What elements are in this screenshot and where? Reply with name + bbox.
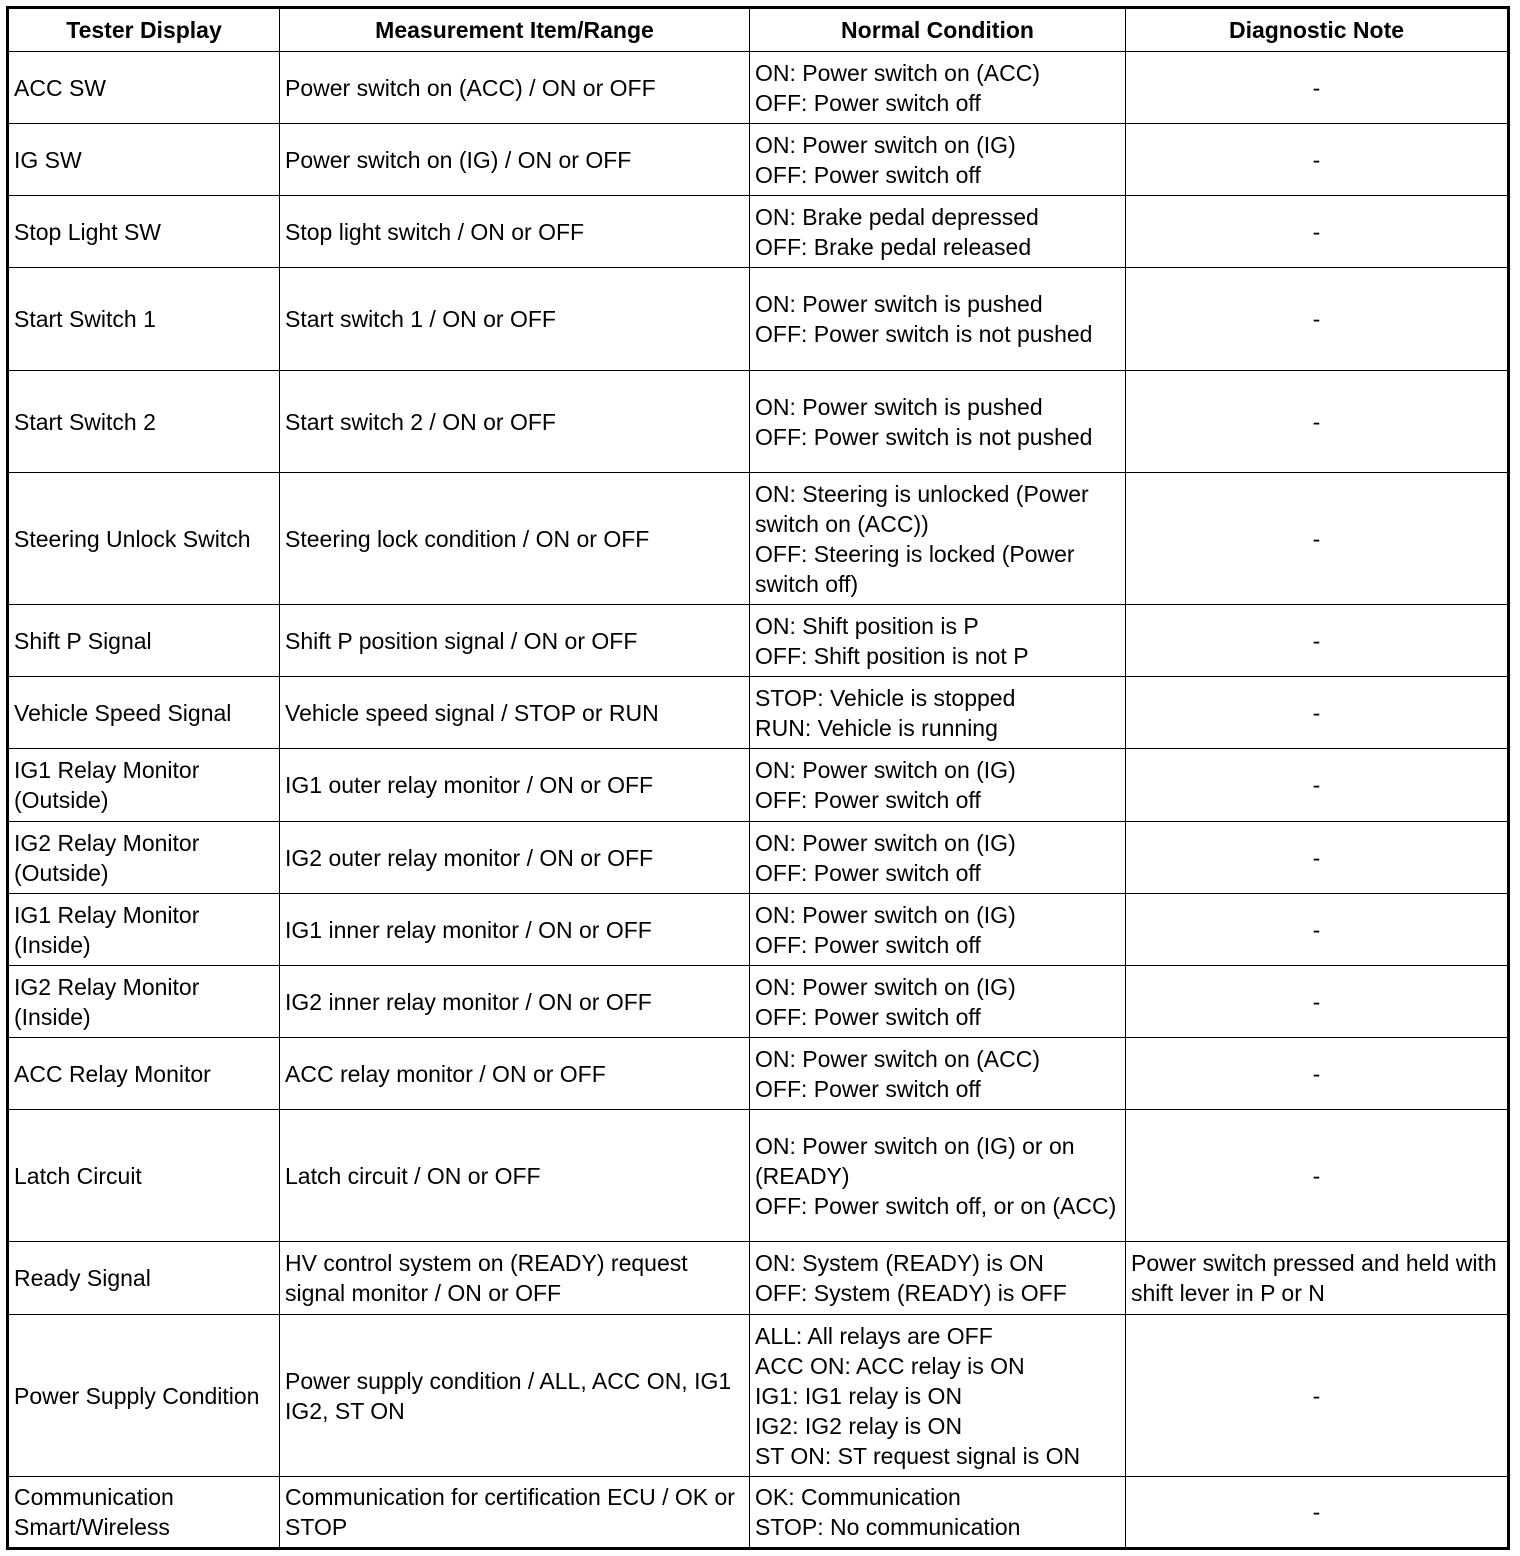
normal-condition-line: OFF: Power switch off — [755, 931, 981, 958]
table-header-row — [8, 8, 1509, 52]
cell-diagnostic-note: - — [1126, 473, 1509, 605]
cell-normal-condition — [750, 677, 1126, 749]
cell-diagnostic-note: - — [1126, 749, 1509, 822]
cell-tester-display: IG2 Relay Monitor (Outside) — [8, 822, 280, 894]
normal-condition-line: STOP: No communication — [755, 1514, 1021, 1540]
table-row — [8, 966, 1509, 1038]
normal-condition-line: ON: Power switch on (IG) — [755, 901, 1016, 928]
normal-condition-line: ALL: All relays are OFF — [755, 1322, 993, 1349]
normal-condition-line: ON: Brake pedal depressed — [755, 203, 1039, 230]
normal-condition-line: ON: Shift position is P — [755, 612, 979, 639]
cell-measurement-item: IG1 inner relay monitor / ON or OFF — [280, 894, 750, 966]
table-row — [8, 1242, 1509, 1315]
normal-condition-line: OFF: Power switch off — [755, 89, 981, 116]
cell-diagnostic-note: - — [1126, 894, 1509, 966]
table-row — [8, 196, 1509, 268]
normal-condition-line: OFF: Power switch off — [755, 859, 981, 886]
normal-condition-line: OFF: Steering is locked (Power switch off) — [755, 540, 1081, 597]
cell-normal-condition — [750, 52, 1126, 124]
normal-condition-line: ACC ON: ACC relay is ON — [755, 1352, 1025, 1379]
cell-measurement-item: Stop light switch / ON or OFF — [280, 196, 750, 268]
table-row — [8, 124, 1509, 196]
header-normal-condition: Normal Condition — [750, 8, 1126, 52]
cell-diagnostic-note: - — [1126, 52, 1509, 124]
normal-condition-line: OK: Communication — [755, 1484, 961, 1510]
table-row — [8, 1110, 1509, 1242]
cell-normal-condition — [750, 1242, 1126, 1315]
cell-tester-display: ACC SW — [8, 52, 280, 124]
cell-measurement-item: Latch circuit / ON or OFF — [280, 1110, 750, 1242]
table-row — [8, 1038, 1509, 1110]
header-measurement-item: Measurement Item/Range — [280, 8, 750, 52]
cell-measurement-item: Power supply condition / ALL, ACC ON, IG1 IG2, ST ON — [280, 1315, 750, 1477]
normal-condition-line: RUN: Vehicle is running — [755, 714, 998, 741]
header-diagnostic-note: Diagnostic Note — [1126, 8, 1509, 52]
cell-normal-condition — [750, 1038, 1126, 1110]
cell-diagnostic-note: - — [1126, 124, 1509, 196]
cell-tester-display: IG1 Relay Monitor (Inside) — [8, 894, 280, 966]
table-row — [8, 52, 1509, 124]
table-row — [8, 677, 1509, 749]
cell-diagnostic-note: - — [1126, 196, 1509, 268]
cell-measurement-item: IG1 outer relay monitor / ON or OFF — [280, 749, 750, 822]
cell-measurement-item: Communication for certification ECU / OK or STOP — [280, 1477, 750, 1549]
cell-normal-condition — [750, 605, 1126, 677]
normal-condition-line: OFF: Power switch off — [755, 1003, 981, 1030]
cell-diagnostic-note: - — [1126, 605, 1509, 677]
normal-condition-line: OFF: Power switch off — [755, 1075, 981, 1102]
cell-tester-display: Start Switch 2 — [8, 371, 280, 473]
normal-condition-line: ON: Power switch on (ACC) — [755, 59, 1041, 86]
table-row — [8, 473, 1509, 605]
cell-normal-condition — [750, 749, 1126, 822]
table-row — [8, 894, 1509, 966]
table-body — [8, 52, 1509, 1549]
cell-tester-display: IG SW — [8, 124, 280, 196]
cell-normal-condition — [750, 124, 1126, 196]
header-tester-display: Tester Display — [8, 8, 280, 52]
table-row — [8, 1477, 1509, 1549]
normal-condition-line: ST ON: ST request signal is ON — [755, 1442, 1081, 1469]
cell-diagnostic-note: - — [1126, 371, 1509, 473]
table-row — [8, 268, 1509, 371]
normal-condition-line: OFF: System (READY) is OFF — [755, 1280, 1067, 1306]
normal-condition-line: OFF: Power switch off — [755, 161, 981, 188]
cell-normal-condition — [750, 268, 1126, 371]
cell-tester-display: ACC Relay Monitor — [8, 1038, 280, 1110]
cell-measurement-item: Steering lock condition / ON or OFF — [280, 473, 750, 605]
normal-condition-line: OFF: Shift position is not P — [755, 642, 1029, 669]
normal-condition-line: ON: Power switch on (IG) — [755, 973, 1016, 1000]
normal-condition-line: ON: System (READY) is ON — [755, 1250, 1044, 1276]
cell-measurement-item: Start switch 2 / ON or OFF — [280, 371, 750, 473]
table-row — [8, 822, 1509, 894]
normal-condition-line: ON: Power switch is pushed — [755, 291, 1043, 317]
cell-normal-condition — [750, 1315, 1126, 1477]
normal-condition-line: OFF: Power switch is not pushed — [755, 423, 1093, 450]
normal-condition-line: STOP: Vehicle is stopped — [755, 684, 1016, 711]
cell-diagnostic-note: - — [1126, 1315, 1509, 1477]
normal-condition-line: ON: Power switch on (ACC) — [755, 1045, 1041, 1072]
cell-measurement-item: Power switch on (IG) / ON or OFF — [280, 124, 750, 196]
cell-measurement-item: ACC relay monitor / ON or OFF — [280, 1038, 750, 1110]
cell-diagnostic-note: - — [1126, 1110, 1509, 1242]
table-row — [8, 371, 1509, 473]
normal-condition-line: IG2: IG2 relay is ON — [755, 1412, 963, 1439]
cell-normal-condition — [750, 196, 1126, 268]
cell-normal-condition — [750, 1110, 1126, 1242]
cell-tester-display: Start Switch 1 — [8, 268, 280, 371]
cell-normal-condition — [750, 894, 1126, 966]
normal-condition-line: OFF: Power switch off, or on (ACC) — [755, 1192, 1117, 1219]
cell-normal-condition — [750, 473, 1126, 605]
table-row — [8, 1315, 1509, 1477]
normal-condition-line: OFF: Brake pedal released — [755, 233, 1032, 260]
cell-tester-display: Latch Circuit — [8, 1110, 280, 1242]
diagnostic-data-table — [6, 6, 1510, 1550]
cell-tester-display: IG1 Relay Monitor (Outside) — [8, 749, 280, 822]
cell-diagnostic-note: - — [1126, 1038, 1509, 1110]
cell-diagnostic-note: - — [1126, 268, 1509, 371]
cell-tester-display: Ready Signal — [8, 1242, 280, 1315]
cell-diagnostic-note: - — [1126, 677, 1509, 749]
cell-normal-condition — [750, 966, 1126, 1038]
table-row — [8, 605, 1509, 677]
cell-tester-display: Shift P Signal — [8, 605, 280, 677]
cell-measurement-item: Start switch 1 / ON or OFF — [280, 268, 750, 371]
cell-measurement-item: IG2 outer relay monitor / ON or OFF — [280, 822, 750, 894]
cell-measurement-item: Power switch on (ACC) / ON or OFF — [280, 52, 750, 124]
cell-tester-display: Communication Smart/Wireless — [8, 1477, 280, 1549]
normal-condition-line: ON: Steering is unlocked (Power switch on (ACC)) — [755, 480, 1096, 537]
cell-tester-display: Stop Light SW — [8, 196, 280, 268]
normal-condition-line: ON: Power switch on (IG) or on (READY) — [755, 1132, 1081, 1189]
cell-diagnostic-note: - — [1126, 822, 1509, 894]
normal-condition-line: ON: Power switch is pushed — [755, 393, 1043, 420]
cell-measurement-item: IG2 inner relay monitor / ON or OFF — [280, 966, 750, 1038]
normal-condition-line: ON: Power switch on (IG) — [755, 757, 1016, 783]
cell-tester-display: Power Supply Condition — [8, 1315, 280, 1477]
cell-tester-display: IG2 Relay Monitor (Inside) — [8, 966, 280, 1038]
cell-tester-display: Steering Unlock Switch — [8, 473, 280, 605]
cell-measurement-item: Shift P position signal / ON or OFF — [280, 605, 750, 677]
cell-measurement-item: Vehicle speed signal / STOP or RUN — [280, 677, 750, 749]
cell-diagnostic-note: Power switch pressed and held with shift lever in P or N — [1126, 1242, 1509, 1315]
normal-condition-line: ON: Power switch on (IG) — [755, 829, 1016, 856]
cell-normal-condition — [750, 1477, 1126, 1549]
normal-condition-line: IG1: IG1 relay is ON — [755, 1382, 963, 1409]
normal-condition-line: ON: Power switch on (IG) — [755, 131, 1016, 158]
cell-measurement-item: HV control system on (READY) request signal monitor / ON or OFF — [280, 1242, 750, 1315]
normal-condition-line: OFF: Power switch off — [755, 787, 981, 813]
cell-diagnostic-note: - — [1126, 966, 1509, 1038]
cell-diagnostic-note: - — [1126, 1477, 1509, 1549]
normal-condition-line: OFF: Power switch is not pushed — [755, 321, 1093, 347]
cell-tester-display: Vehicle Speed Signal — [8, 677, 280, 749]
table-row — [8, 749, 1509, 822]
cell-normal-condition — [750, 371, 1126, 473]
cell-normal-condition — [750, 822, 1126, 894]
